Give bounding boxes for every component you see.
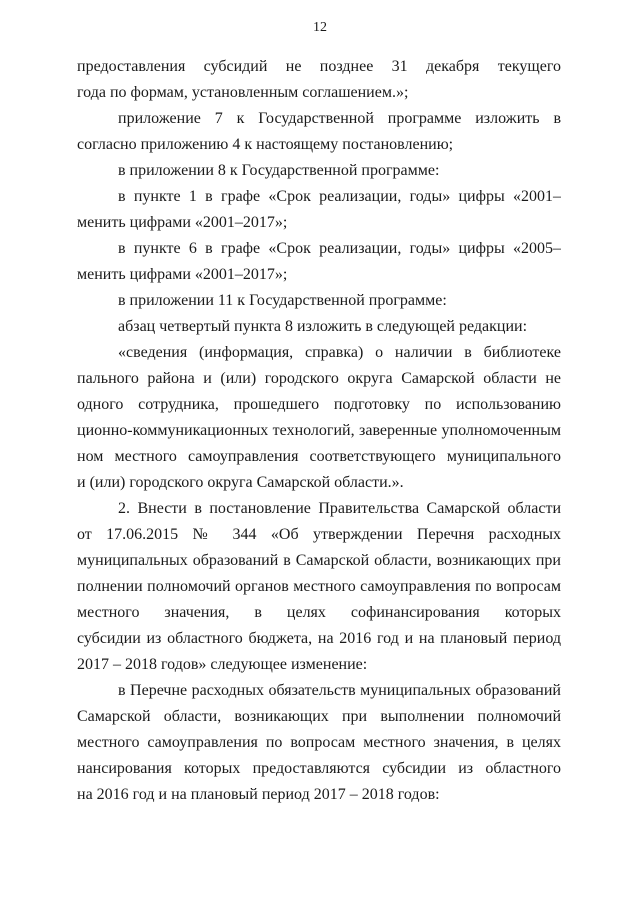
text-line: местного самоуправления по вопросам местного значения, в целях bbox=[77, 734, 561, 751]
text-line: на 2016 год и на плановый период 2017 – 2018 годов: bbox=[77, 786, 440, 803]
text-line: муниципальных образований в Самарской области, возникающих при bbox=[77, 552, 561, 569]
text-line: «сведения (информация, справка) о наличии в библиотеке bbox=[118, 344, 561, 361]
page-number: 12 bbox=[313, 20, 327, 35]
text-line: 2017 – 2018 годов» следующее изменение: bbox=[77, 656, 368, 673]
text-line: года по формам, установленным соглашением.»; bbox=[77, 84, 409, 101]
text-line: предоставления субсидий не позднее 31 декабря текущего bbox=[77, 58, 561, 75]
text-line: в пункте 1 в графе «Срок реализации, годы» цифры «2001– bbox=[118, 188, 561, 205]
text-line: субсидии из областного бюджета, на 2016 год и на плановый период bbox=[77, 630, 561, 647]
text-line: менить цифрами «2001–2017»; bbox=[77, 214, 288, 231]
text-line: менить цифрами «2001–2017»; bbox=[77, 266, 288, 283]
text-line: от 17.06.2015 № 344 «Об утверждении Перечня расходных bbox=[77, 526, 561, 543]
text-line: в приложении 8 к Государственной программе: bbox=[118, 162, 440, 179]
text-line: ном местного самоуправления соответствующего муниципального bbox=[77, 448, 561, 465]
text-line: одного сотрудника, прошедшего подготовку по использованию bbox=[77, 396, 561, 413]
text-line: согласно приложению 4 к настоящему постановлению; bbox=[77, 136, 454, 153]
text-line: местного значения, в целях софинансирования которых bbox=[77, 604, 561, 621]
text-line: в приложении 11 к Государственной программе: bbox=[118, 292, 447, 309]
text-line: в пункте 6 в графе «Срок реализации, годы» цифры «2005– bbox=[118, 240, 561, 257]
text-line: ционно-коммуникационных технологий, заверенные уполномоченным bbox=[77, 422, 561, 439]
text-line: нансирования которых предоставляются субсидии из областного bbox=[77, 760, 561, 777]
text-line: полнении полномочий органов местного самоуправления по вопросам bbox=[77, 578, 561, 595]
text-line: пального района и (или) городского округа Самарской области не bbox=[77, 370, 561, 387]
text-line: Самарской области, возникающих при выполнении полномочий bbox=[77, 708, 561, 725]
text-line: абзац четвертый пункта 8 изложить в следующей редакции: bbox=[118, 318, 528, 335]
text-line: в Перечне расходных обязательств муниципальных образований bbox=[118, 682, 561, 699]
text-line: и (или) городского округа Самарской области.». bbox=[77, 474, 404, 491]
text-line: 2. Внести в постановление Правительства Самарской области bbox=[118, 500, 561, 517]
text-line: приложение 7 к Государственной программе изложить в bbox=[118, 110, 561, 127]
